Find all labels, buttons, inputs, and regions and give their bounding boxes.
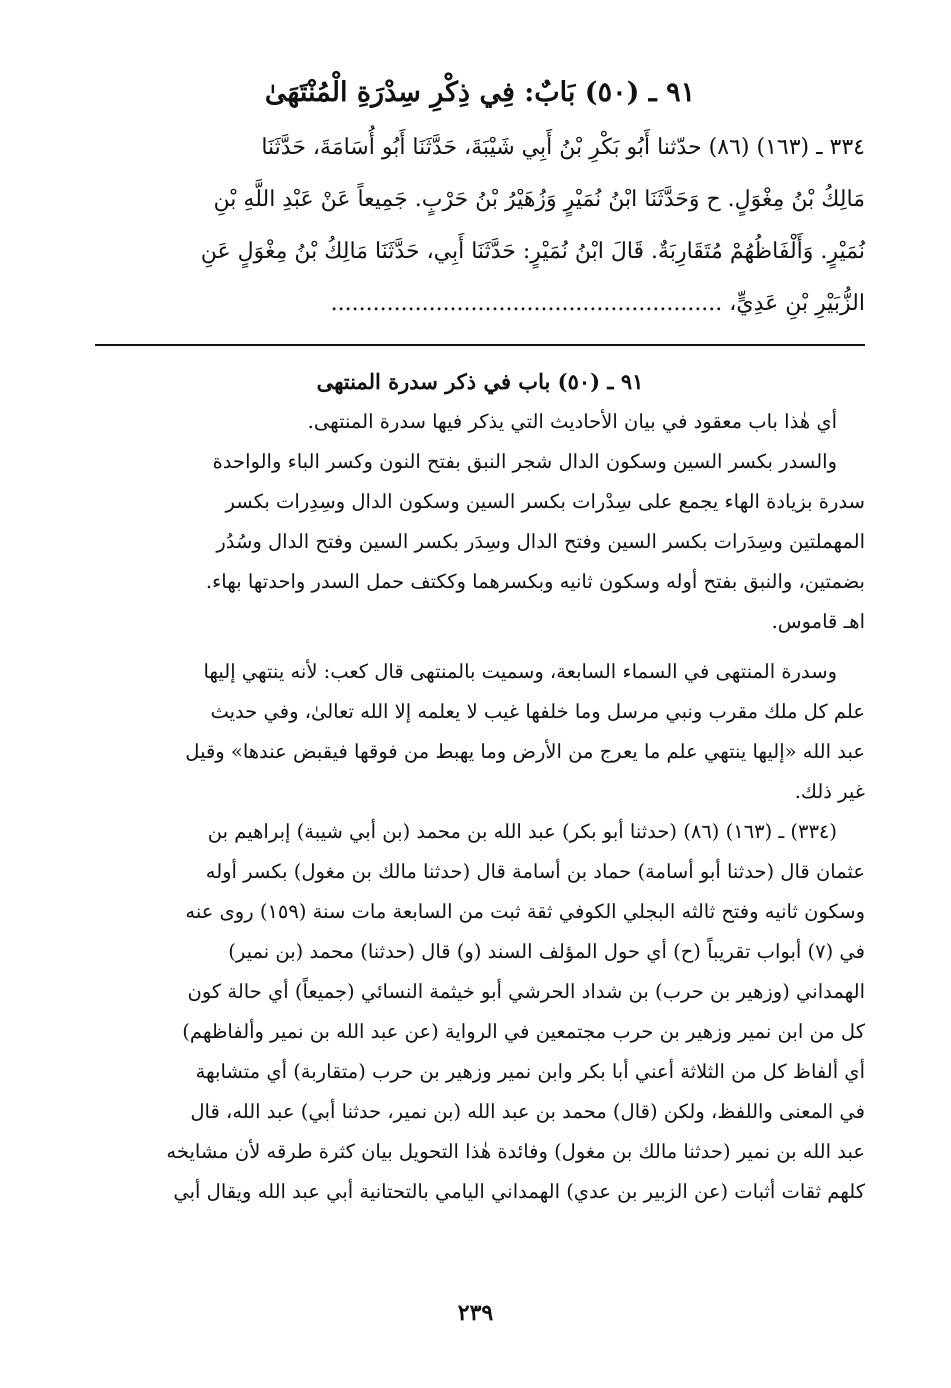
chapter-title: ٩١ ـ (٥٠) بَابٌ: فِي ذِكْرِ سِدْرَةِ الْمُنْتَهَىٰ — [264, 77, 696, 108]
hadith-line: نُمَيْرٍ. وَأَلْفَاظُهُمْ مُتَقَارِبَةٌ. قَالَ ابْنُ نُمَيْرٍ: حَدَّثَنَا أَبِي، حَدَّثَنَا مَالِكُ بْنُ مِغْوَلٍ عَنِ — [200, 239, 865, 264]
commentary-line: والسدر بكسر السين وسكون الدال شجر النبق بفتح النون وكسر الباء والواحدة — [212, 450, 837, 473]
commentary-title: ٩١ ـ (٥٠) باب في ذكر سدرة المنتهى — [316, 369, 644, 394]
commentary-line: عبد الله «إليها ينتهي علم ما يعرج من الأرض وما يهبط من فوقها فيقبض عندها» وقيل — [185, 740, 865, 763]
hadith-line: ٣٣٤ ـ (١٦٣) (٨٦) حدّثنا أَبُو بَكْرِ بْنُ أَبِي شَيْبَةَ، حَدَّثَنَا أَبُو أُسَامَةَ، حَدَّثَنَا — [261, 135, 865, 160]
commentary-paragraph — [95, 402, 865, 442]
commentary-line: كلهم ثقات أثبات (عن الزبير بن عدي) الهمداني اليامي بالتحتانية أبي عبد الله ويقال أبي — [173, 1180, 865, 1203]
hadith-line: مَالِكُ بْنُ مِغْوَلٍ. ح وَحَدَّثَنَا ابْنُ نُمَيْرٍ وَزُهَيْرُ بْنُ حَرْبٍ. جَمِيعاً عَنْ عَبْدِ اللَّهِ بْنِ — [213, 187, 865, 212]
commentary-line: بضمتين، والنبق بفتح أوله وسكون ثانيه وبكسرهما وككتف حمل السدر واحدتها بهاء. — [205, 570, 865, 593]
commentary-paragraph — [95, 652, 865, 812]
commentary-line: اهـ قاموس. — [771, 610, 865, 633]
commentary-line: في المعنى واللفظ، ولكن (قال) محمد بن عبد الله (بن نمير، حدثنا أبي) عبد الله، قال — [190, 1100, 865, 1123]
commentary-line: أي هٰذا باب معقود في بيان الأحاديث التي يذكر فيها سدرة المنتهى. — [307, 410, 837, 433]
commentary-line: وسكون ثانيه وفتح ثالثه البجلي الكوفي ثقة ثبت من السابعة مات سنة (١٥٩) روى عنه — [185, 900, 865, 923]
commentary-paragraph — [95, 812, 865, 1212]
commentary-line: عثمان قال (حدثنا أبو أسامة) حماد بن أسامة قال (حدثنا مالك بن مغول) بكسر أوله — [205, 860, 865, 883]
commentary-line: كل من ابن نمير وزهير بن حرب مجتمعين في الرواية (عن عبد الله بن نمير وألفاظهم) — [182, 1020, 865, 1043]
commentary-line: وسدرة المنتهى في السماء السابعة، وسميت بالمنتهى قال كعب: لأنه ينتهي إليها — [203, 660, 837, 683]
commentary-line: (٣٣٤) ـ (١٦٣) (٨٦) (حدثنا أبو بكر) عبد الله بن محمد (بن أبي شيبة) إبراهيم بن — [207, 820, 837, 843]
commentary-section — [95, 362, 865, 1212]
book-page — [95, 70, 865, 1212]
hadith-line: الزُّبَيْرِ بْنِ عَدِيٍّ، ........................................................ — [330, 291, 865, 316]
commentary-paragraph — [95, 442, 865, 642]
commentary-line: غير ذلك. — [794, 780, 865, 803]
commentary-line: أي ألفاظ كل من الثلاثة أعني أبا بكر وابن نمير وزهير بن حرب (متقاربة) أي متشابهة — [195, 1060, 865, 1083]
commentary-line: عبد الله بن نمير (حدثنا مالك بن مغول) وفائدة هٰذا التحويل بيان كثرة طرقه لأن مشايخه — [166, 1140, 865, 1163]
separator-rule — [95, 344, 865, 346]
page-number: ٢٣٩ — [457, 1300, 494, 1326]
commentary-line: في (٧) أبواب تقريباً (ح) أي حول المؤلف السند (و) قال (حدثنا) محمد (بن نمير) — [228, 940, 865, 963]
commentary-line: سدرة بزيادة الهاء يجمع على سِدْرات بكسر السين وسكون الدال وسِدِرات بكسر — [225, 490, 865, 513]
commentary-line: علم كل ملك مقرب ونبي مرسل وما خلفها غيب لا يعلمه إلا الله تعالىٰ، وفي حديث — [210, 700, 865, 723]
hadith-text — [95, 122, 865, 330]
commentary-line: المهملتين وسِدَرات بكسر السين وفتح الدال وسِدَر بكسر السين وفتح الدال وسُدُر — [216, 530, 865, 553]
commentary-line: الهمداني (وزهير بن حرب) بن شداد الحرشي أبو خيثمة النسائي (جميعاً) أي حالة كون — [187, 980, 865, 1003]
